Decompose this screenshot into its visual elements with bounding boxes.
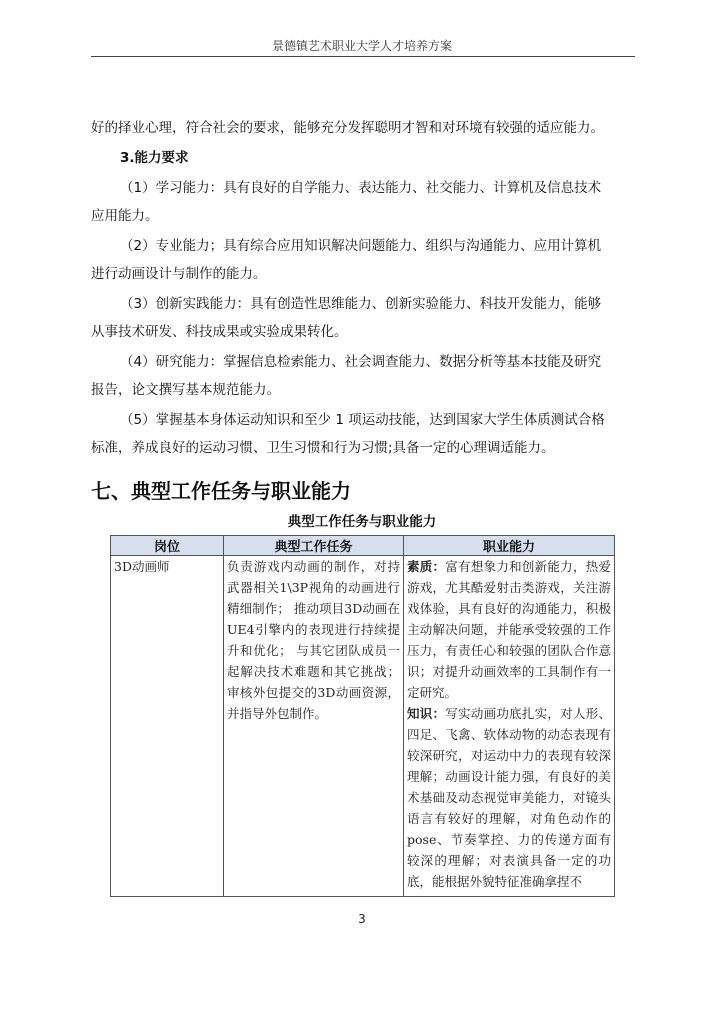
quality-label: 素质：	[407, 559, 446, 574]
ability-item-2-line-2: 进行动画设计与制作的能力。	[91, 266, 267, 282]
section-title: 七、典型工作任务与职业能力	[91, 479, 351, 503]
ability-item-4-line-1: （4）研究能力：掌握信息检索能力、社会调查能力、数据分析等基本技能及研究	[120, 354, 602, 370]
knowledge-label: 知识：	[407, 706, 446, 721]
ability-item-1-line-1: （1）学习能力：具有良好的自学能力、表达能力、社交能力、计算机及信息技术	[120, 180, 602, 196]
ability-item-5-line-2: 标准，养成良好的运动习惯、卫生习惯和行为习惯;具备一定的心理调适能力。	[91, 440, 555, 456]
quality-text: 富有想象力和创新能力，热爱游戏，尤其酷爱射击类游戏，关注游戏体验，具有良好的沟通能力，积极主动解决问题，并能承受较强的工作压力，有责任心和较强的团队合作意识；对提升动画效率的工具制作有一定研究。	[407, 559, 611, 700]
page-number: 3	[358, 912, 366, 926]
table-caption: 典型工作任务与职业能力	[287, 514, 437, 530]
ability-item-1-line-2: 应用能力。	[91, 208, 159, 224]
cell-abilities	[404, 556, 615, 897]
header-rule	[91, 56, 635, 57]
cell-tasks: 负责游戏内动画的制作，对持武器相关1\3P视角的动画进行精细制作； 推动项目3D动画在UE4引擎内的表现进行持续提升和优化； 与其它团队成员一起解决技术难题和其它挑战； 审核外包提交的3D动画资源，并指导外包制作。	[224, 556, 404, 897]
table-header-row	[111, 536, 615, 556]
ability-item-3-line-1: （3）创新实践能力：具有创造性思维能力、创新实验能力、科技开发能力，能够	[120, 296, 602, 312]
page-header: 景德镇艺术职业大学人才培养方案	[271, 39, 452, 53]
header-position: 岗位	[111, 536, 224, 556]
ability-item-4-line-2: 报告，论文撰写基本规范能力。	[91, 382, 280, 398]
paragraph-line: 好的择业心理，符合社会的要求，能够充分发挥聪明才智和对环境有较强的适应能力。	[91, 120, 604, 136]
quality-paragraph	[407, 556, 611, 703]
header-professional-ability: 职业能力	[404, 536, 615, 556]
knowledge-text: 写实动画功底扎实，对人形、四足、飞禽、软体动物的动态表现有较深研究，对运动中力的表现有较深理解；动画设计能力强，有良好的美术基础及动态视觉审美能力，对镜头语言有较好的理解，对角色动作的pose、节奏掌控、力的传递方面有较深的理解；对表演具备一定的功底，能根据外貌特征准确拿捏不	[407, 706, 611, 889]
header-typical-tasks: 典型工作任务	[224, 536, 404, 556]
subheading-ability-requirements: 3.能力要求	[120, 150, 189, 166]
ability-item-3-line-2: 从事技术研发、科技成果或实验成果转化。	[91, 324, 348, 340]
table-row	[111, 556, 615, 897]
ability-item-5-line-1: （5）掌握基本身体运动知识和至少 1 项运动技能，达到国家大学生体质测试合格	[120, 412, 605, 428]
cell-position: 3D动画师	[111, 556, 224, 897]
tasks-table	[110, 535, 615, 897]
knowledge-paragraph	[407, 703, 611, 892]
ability-item-2-line-1: （2）专业能力；具有综合应用知识解决问题能力、组织与沟通能力、应用计算机	[120, 238, 602, 254]
